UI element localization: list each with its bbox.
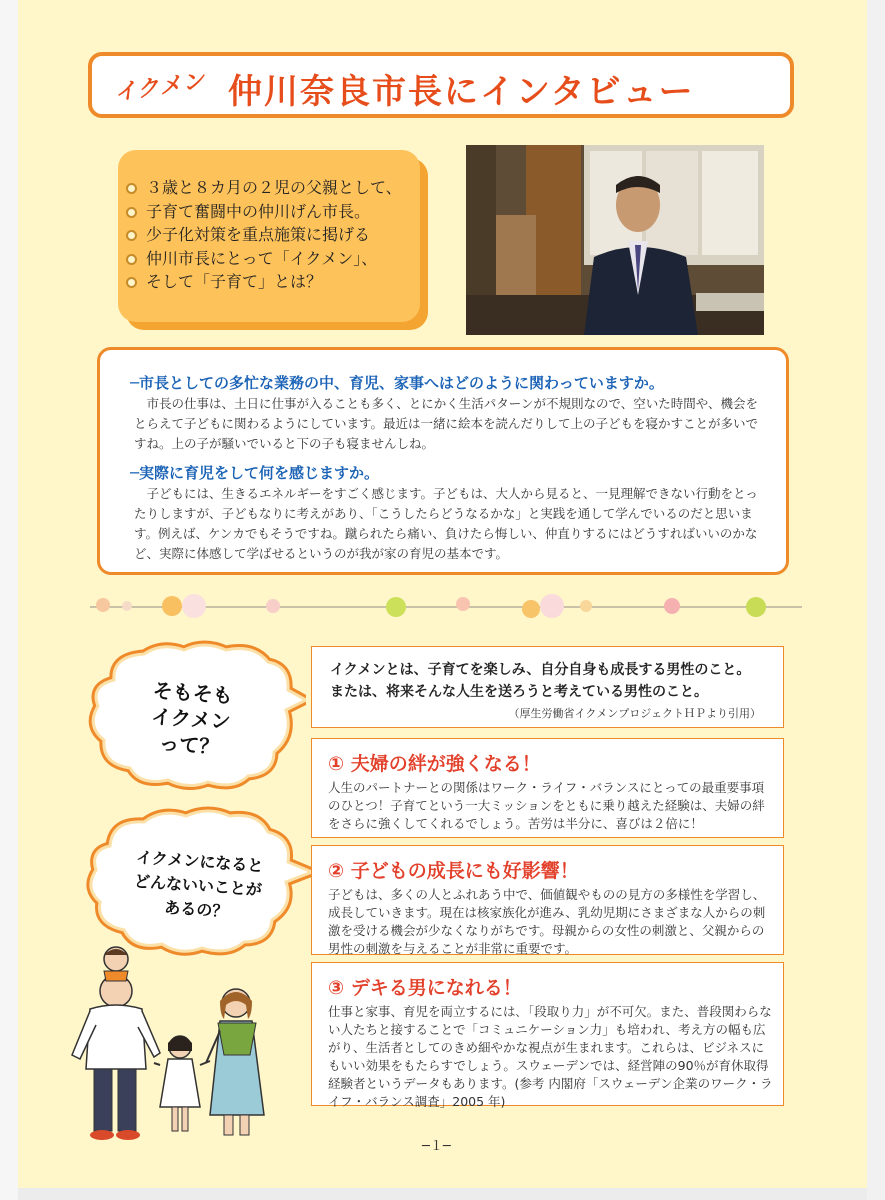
mayor-photo-illustration bbox=[466, 145, 764, 335]
divider-dot bbox=[182, 594, 206, 618]
divider-dot bbox=[162, 596, 182, 616]
definition-line-1: イクメンとは、子育てを楽しみ、自分自身も成長する男性のこと。 bbox=[330, 662, 751, 678]
page-title: 仲川奈良市長にインタビュー bbox=[228, 72, 695, 112]
benefit-text: 仕事と家事、育児を両立するには､「段取り力」が不可欠。また、普段関わらない人たちと接することで「コミュニケーション力」も培われ、考え方の幅も広がり、生活者としてのきめ細やかな視点が生まれます。これらは、ビジネスにもいい効果をもたらすでしょう。スウェーデンでは、経営陣の90％が育休取得経験者というデータもあります。(参考 内閣府「スウェーデン企業のワーク・ライフ・バランス調査」2005 年) bbox=[328, 1004, 773, 1109]
title-banner bbox=[88, 52, 794, 118]
divider-dot bbox=[386, 597, 406, 617]
family-illustration bbox=[60, 945, 280, 1145]
question-1: ─市長としての多忙な業務の中、育児、家事へはどのように関わっていますか。 bbox=[130, 374, 664, 392]
benefit-heading: ① 夫婦の絆が強くなる！ bbox=[328, 753, 541, 775]
divider-dot bbox=[122, 601, 132, 611]
divider-dot bbox=[522, 600, 540, 618]
benefit-text: 人生のパートナーとの関係はワーク・ライフ・バランスにとっての最重要事項のひとつ！子育てという一大ミッションをともに乗り越えた経験は、夫婦の絆をさらに強くしてくれるでしょう。苦労は半分に、喜びは２倍に！ bbox=[328, 780, 765, 831]
interview-box bbox=[97, 347, 789, 575]
intro-line: 少子化対策を重点施策に掲げる bbox=[146, 223, 420, 247]
intro-line: 仲川市長にとって「イクメン」、 bbox=[146, 247, 420, 271]
benefit-text: 子どもは、多くの人とふれあう中で、価値観やものの見方の多様性を学習し、成長していきます。現在は核家族化が進み、乳幼児期にさまざまな人からの刺激を受ける機会が少なくなりがちです。母親からの女性の刺激と、父親からの男性の刺激を与えることが非常に重要です。 bbox=[328, 887, 766, 956]
divider-dot bbox=[664, 598, 680, 614]
intro-note bbox=[118, 150, 420, 322]
page-number: ─１─ bbox=[422, 1139, 451, 1154]
bubble-2-text bbox=[106, 844, 291, 928]
definition-line-2: または、将来そんな人生を送ろうと考えている男性のこと。 bbox=[330, 684, 708, 700]
mayor-photo bbox=[466, 145, 764, 335]
divider-dot bbox=[266, 599, 280, 613]
question-2: ─実際に育児をして何を感じますか。 bbox=[130, 464, 380, 482]
benefit-heading: ③ デキる男になれる！ bbox=[328, 977, 522, 999]
title-ikumen: イクメン bbox=[112, 67, 207, 107]
bubble-2-line: あるの？ bbox=[163, 897, 229, 922]
answer-2: 子どもには、生きるエネルギーをすごく感じます。子どもは、大人から見ると、一見理解できない行動をとったりしますが、子どもなりに考えがあり、「こうしたらどうなるかな」と実践を通して学んでいるのだと思います。例えば、ケンカでもそうですね。蹴られたら痛い、負けたら悔しい、仲直りするにはどうすればいいのかなど、実際に体感して学ばせるというのが我が家の育児の基本です。 bbox=[134, 486, 758, 561]
bubble-1-line: って？ bbox=[158, 730, 220, 760]
bubble-2-line: イクメンになると bbox=[135, 847, 264, 876]
bubble-1-line: そもそも bbox=[152, 678, 234, 708]
intro-line: ３歳と８カ月の２児の父親として、 bbox=[146, 176, 420, 200]
benefit-box-2 bbox=[311, 845, 784, 955]
divider-dot bbox=[580, 600, 592, 612]
left-margin bbox=[0, 0, 18, 1200]
definition-box bbox=[311, 646, 784, 728]
definition-source: （厚生労働省イクメンプロジェクトＨＰより引用） bbox=[508, 707, 761, 720]
answer-1: 市長の仕事は、土日に仕事が入ることも多く、とにかく生活パターンが不規則なので、空いた時間や、機会をとらえて子どもに関わるようにしています。最近は一緒に絵本を読んだりして上の子どもを寝かすことが多いですね。上の子が騒いでいると下の子も寝ませんしね。 bbox=[134, 396, 759, 451]
benefit-box-1 bbox=[311, 738, 784, 838]
divider-dot bbox=[746, 597, 766, 617]
divider-dot bbox=[540, 594, 564, 618]
intro-line: そして「子育て」とは？ bbox=[146, 270, 420, 294]
benefit-box-3 bbox=[311, 962, 784, 1109]
right-margin bbox=[867, 0, 885, 1200]
bubble-1-line: イクメン bbox=[150, 704, 232, 734]
divider-dot bbox=[96, 598, 110, 612]
bubble-1-text bbox=[113, 675, 268, 763]
intro-line: 子育て奮闘中の仲川げん市長。 bbox=[146, 200, 420, 224]
benefit-heading: ② 子どもの成長にも好影響！ bbox=[328, 860, 579, 882]
bubble-2-line: どんないいことが bbox=[133, 871, 263, 900]
divider-dot bbox=[456, 597, 470, 611]
